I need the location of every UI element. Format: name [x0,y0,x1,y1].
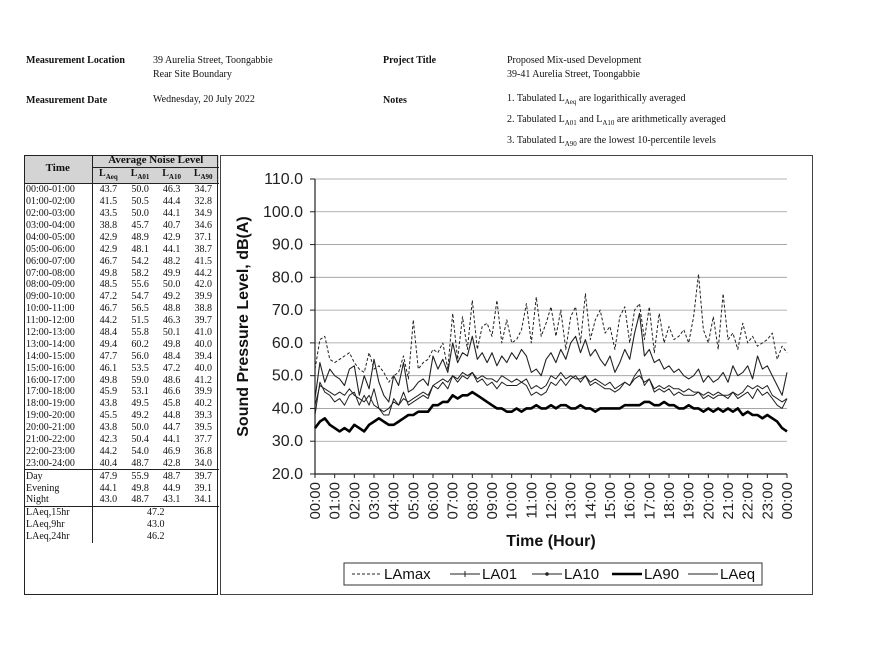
time-cell: 03:00-04:00 [24,220,92,232]
value-cell: 48.2 [162,255,181,267]
value-cell: 39.7 [194,315,212,327]
value-cell: 48.5 [99,279,118,291]
value-cell: 39.9 [194,386,212,398]
value-cell: 49.9 [162,267,181,279]
project-title-label: Project Title [383,55,437,66]
value-cell: 47.2 [99,291,118,303]
value-cell: 54.0 [131,445,149,457]
value-cell: 48.4 [99,327,118,339]
value-cell: 48.9 [131,231,149,243]
value-cell: 42.3 [99,434,118,446]
time-cell: 20:00-21:00 [24,422,92,434]
table-row [24,231,219,243]
value-cell: 47.7 [99,350,118,362]
table-row [24,410,219,422]
value-cell: 46.7 [99,303,118,315]
x-tick-label: 02:00 [346,482,364,520]
value-cell: 48.1 [131,243,149,255]
value-cell: 49.4 [99,338,118,350]
x-tick-label: 06:00 [425,482,442,520]
measurement-location-line1: 39 Aurelia Street, Toongabbie [153,55,273,66]
table-row [24,220,219,232]
value-cell: 42.0 [194,279,212,291]
value-cell: 44.1 [99,482,118,494]
notes-label: Notes [383,95,407,106]
value-cell: 34.1 [194,494,212,506]
value-cell: 40.7 [162,220,181,231]
value-cell: 41.5 [99,196,118,208]
value-cell: 47.2 [162,362,181,374]
value-cell: 56.0 [131,350,149,362]
x-tick-label: 03:00 [366,482,383,520]
x-tick-label: 07:00 [444,482,462,520]
table-row [24,255,219,267]
value-cell: 41.5 [194,255,212,267]
value-cell: 48.8 [162,303,181,315]
time-cell: 08:00-09:00 [24,279,92,291]
summary-label: LAeq,24hr [24,531,92,543]
noise-level-table [24,155,219,543]
table-row [24,338,219,350]
table-row [24,279,219,291]
value-cell: 42.8 [162,457,181,469]
value-cell: 44.1 [162,243,181,255]
x-tick-label: 21:00 [720,482,737,520]
value-cell: 44.4 [162,196,181,208]
x-tick-label: 11:00 [523,482,541,519]
value-cell: 43.1 [162,494,181,506]
time-header: Time [24,155,92,183]
y-axis-label: Sound Pressure Level, dB(A) [235,216,252,437]
value-cell: 38.8 [99,220,118,231]
measurement-location-line2: Rear Site Boundary [153,69,232,80]
value-cell: 47.9 [99,470,118,482]
y-tick-label: 90.0 [271,236,303,254]
value-cell: 44.2 [99,315,118,327]
y-tick-label: 50.0 [271,367,303,385]
table-row [24,350,219,362]
value-cell: 37.1 [194,231,212,243]
time-cell: 09:00-10:00 [24,291,92,303]
time-cell: 23:00-24:00 [24,457,92,469]
value-cell: 60.2 [131,338,149,350]
table-row [24,183,219,195]
value-cell: 50.1 [162,327,181,339]
time-cell: 01:00-02:00 [24,196,92,208]
column-header: $L_{A10}$ [162,167,181,181]
value-cell: 39.7 [194,470,212,482]
project-title-line2: 39-41 Aurelia Street, Toongabbie [507,69,640,80]
time-cell: 21:00-22:00 [24,434,92,446]
x-tick-label: 00:00 [779,482,796,520]
value-cell: 51.5 [131,315,149,327]
value-cell: 50.4 [131,434,149,446]
value-cell: 44.2 [194,267,212,279]
value-cell: 39.3 [194,410,212,422]
measurement-location-value [153,54,273,82]
value-cell: 55.9 [131,470,149,482]
value-cell: 38.8 [194,303,212,315]
time-cell: 04:00-05:00 [24,231,92,243]
time-cell: 12:00-13:00 [24,327,92,339]
value-cell: 39.4 [194,350,212,362]
value-cell: 36.8 [194,445,212,457]
value-cell: 49.8 [131,482,149,494]
measurement-date-label: Measurement Date [26,95,108,106]
x-tick-label: 09:00 [484,482,501,520]
average-noise-header: Average Noise Level [92,155,219,167]
column-header: $L_{A90}$ [193,167,213,181]
project-title-line1: Proposed Mix-used Development [507,55,642,66]
summary-value: 47.2 [147,507,165,519]
table-row [24,196,219,208]
value-cell: 45.7 [131,220,149,231]
table-row [24,386,219,398]
legend-label: LA10 [564,566,600,583]
x-tick-label: 23:00 [759,482,777,520]
y-tick-label: 20.0 [271,466,303,483]
x-tick-label: 00:00 [307,482,324,520]
value-cell: 48.4 [162,350,181,362]
legend-label: LAmax [384,566,431,583]
value-cell: 46.1 [99,362,118,374]
x-tick-label: 05:00 [405,482,423,520]
y-tick-label: 70.0 [271,302,303,320]
note-item: 1. Tabulated $L_{Aeq}$ are logarithically averaged [507,93,686,106]
noise-chart [220,155,813,595]
x-tick-label: 22:00 [739,482,757,520]
y-tick-label: 80.0 [271,269,303,287]
y-tick-label: 40.0 [271,400,303,418]
value-cell: 49.5 [131,398,149,410]
time-cell: 14:00-15:00 [24,350,92,362]
value-cell: 34.7 [194,184,212,196]
value-cell: 43.7 [99,184,118,196]
value-cell: 46.7 [99,255,118,267]
measurement-date-value: Wednesday, 20 July 2022 [153,94,255,105]
value-cell: 48.7 [131,494,149,506]
value-cell: 32.8 [194,196,212,208]
table-row [24,434,219,446]
legend-label: LA90 [644,566,680,583]
value-cell: 44.8 [162,410,181,422]
value-cell: 45.8 [162,398,181,410]
table-row [24,470,219,482]
value-cell: 56.5 [131,303,149,315]
table-row [24,445,219,457]
value-cell: 42.9 [99,231,118,243]
time-cell: 06:00-07:00 [24,255,92,267]
table-row [24,374,219,386]
summary-label: LAeq,15hr [24,506,92,518]
table-row [24,243,219,255]
value-cell: 49.8 [162,338,181,350]
legend-label: LA01 [482,566,518,583]
time-cell: 00:00-01:00 [24,183,92,195]
time-cell: 13:00-14:00 [24,338,92,350]
value-cell: 44.2 [99,445,118,457]
value-cell: 50.0 [162,279,181,291]
time-cell: 19:00-20:00 [24,410,92,422]
time-cell: 05:00-06:00 [24,243,92,255]
x-tick-label: 08:00 [464,482,482,520]
time-cell: 16:00-17:00 [24,374,92,386]
value-cell: 49.2 [162,291,181,303]
time-cell: 18:00-19:00 [24,398,92,410]
value-cell: 48.7 [131,457,149,469]
time-cell: Evening [24,482,92,494]
value-cell: 48.6 [162,374,181,386]
legend-marker [545,572,549,576]
value-cell: 39.1 [194,482,212,494]
table-row [24,422,219,434]
time-cell: 11:00-12:00 [24,315,92,327]
y-tick-label: 30.0 [271,433,303,451]
value-cell: 50.5 [131,196,149,208]
y-tick-label: 100.0 [262,203,303,221]
value-cell: 40.0 [194,338,212,350]
series-line-la01 [315,313,787,402]
value-cell: 50.0 [131,208,149,220]
value-cell: 39.5 [194,422,212,434]
x-axis-label: Time (Hour) [506,533,596,550]
value-cell: 45.5 [99,410,118,422]
note-item: 2. Tabulated $L_{A01}$ and $L_{A10}$ are arithmetically averaged [507,114,726,127]
value-cell: 34.0 [194,457,212,469]
value-cell: 42.9 [162,231,181,243]
value-cell: 46.3 [162,184,181,196]
column-header: $L_{A01}$ [130,167,150,181]
table-row [24,267,219,279]
x-tick-label: 18:00 [661,482,678,520]
x-tick-label: 19:00 [680,482,698,520]
y-tick-label: 110.0 [264,171,303,188]
table-row [24,482,219,494]
table-row [24,315,219,327]
value-cell: 37.7 [194,434,212,446]
value-cell: 49.8 [99,267,118,279]
value-cell: 42.9 [99,243,118,255]
time-cell: 22:00-23:00 [24,445,92,457]
value-cell: 48.7 [162,470,181,482]
value-cell: 46.3 [162,315,181,327]
column-header: $L_{Aeq}$ [99,167,118,181]
table-row [24,303,219,315]
measurement-location-label: Measurement Location [26,55,125,66]
value-cell: 54.2 [131,255,149,267]
x-tick-label: 14:00 [582,482,600,520]
value-cell: 44.9 [162,482,181,494]
x-tick-label: 15:00 [602,482,619,520]
table-row [24,457,219,469]
value-cell: 55.6 [131,279,149,291]
time-cell: 15:00-16:00 [24,362,92,374]
value-cell: 41.2 [194,374,212,386]
table-row [24,291,219,303]
notes-list [507,90,726,153]
x-tick-label: 17:00 [641,482,659,520]
value-cell: 58.2 [131,267,149,279]
table-row [24,362,219,374]
value-cell: 43.5 [99,208,118,220]
series-line-lamax [315,274,787,382]
summary-value: 43.0 [147,519,165,531]
x-tick-label: 10:00 [503,482,521,520]
time-cell: 10:00-11:00 [24,303,92,315]
legend-label: LAeq [720,566,756,583]
value-cell: 46.6 [162,386,181,398]
x-tick-label: 12:00 [543,482,560,520]
value-cell: 49.8 [99,374,118,386]
time-cell: 07:00-08:00 [24,267,92,279]
project-title-value [507,54,641,82]
time-cell: Day [24,470,92,482]
table-row [24,494,219,506]
value-cell: 50.0 [131,184,149,196]
x-tick-label: 13:00 [562,482,580,520]
value-cell: 53.1 [131,386,149,398]
summary-label: LAeq,9hr [24,519,92,531]
y-tick-label: 60.0 [271,334,303,352]
value-cell: 34.9 [194,208,212,220]
value-cell: 40.4 [99,457,118,469]
value-cell: 55.8 [131,327,149,339]
value-cell: 44.1 [162,208,181,220]
value-cell: 40.0 [194,362,212,374]
value-cell: 43.8 [99,398,118,410]
value-cell: 38.7 [194,243,212,255]
value-cell: 54.7 [131,291,149,303]
value-cell: 39.9 [194,291,212,303]
value-cell: 59.0 [131,374,149,386]
time-cell: Night [24,494,92,506]
value-cell: 49.2 [131,410,149,422]
value-cell: 53.5 [131,362,149,374]
value-cell: 46.9 [162,445,181,457]
x-tick-label: 16:00 [621,482,639,520]
time-cell: 02:00-03:00 [24,208,92,220]
note-item: 3. Tabulated $L_{A90}$ are the lowest 10-percentile levels [507,135,716,148]
table-row [24,398,219,410]
value-cell: 43.8 [99,422,118,434]
x-tick-label: 01:00 [326,482,344,520]
summary-value: 46.2 [147,531,165,543]
value-cell: 41.0 [194,327,212,339]
value-cell: 50.0 [131,422,149,434]
value-cell: 43.0 [99,494,118,506]
summary-row [24,506,219,518]
x-tick-label: 04:00 [385,482,403,520]
time-cell: 17:00-18:00 [24,386,92,398]
value-cell: 34.6 [194,220,212,231]
summary-row [24,531,219,543]
value-cell: 44.1 [162,434,181,446]
value-cell: 45.9 [99,386,118,398]
value-cell: 44.7 [162,422,181,434]
x-tick-label: 20:00 [700,482,718,520]
value-cell: 40.2 [194,398,212,410]
table-row [24,327,219,339]
summary-row [24,519,219,531]
table-row [24,208,219,220]
